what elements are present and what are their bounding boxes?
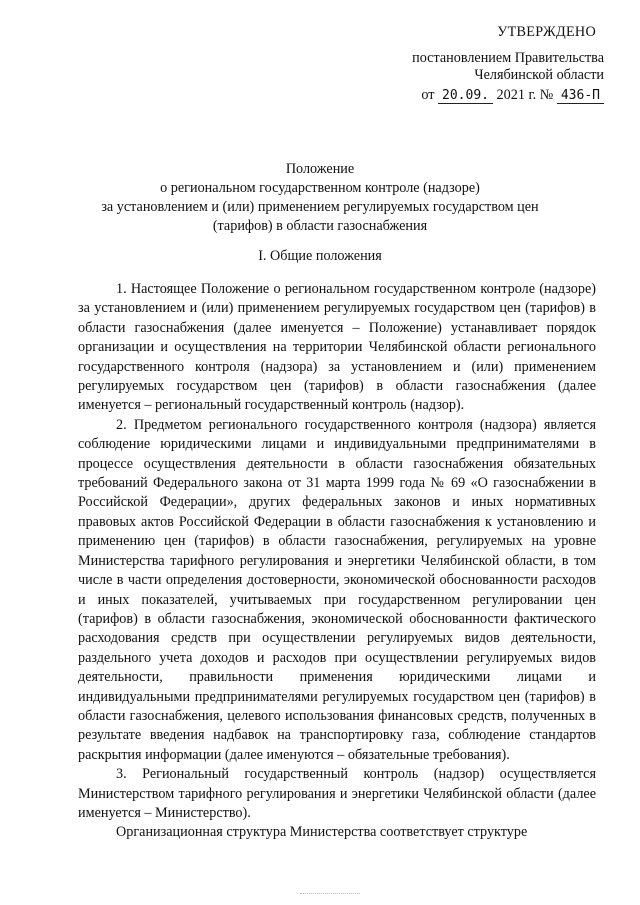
title-line-2: о региональном государственном контроле (надзоре) [160,180,480,196]
paragraph-3: 3. Региональный государственный контроль (надзор) осуществляется Министерством тарифного регулирования и энергетики Челябинской области (далее именуется – Министерство). [78,766,596,821]
date-prefix: от [421,86,435,103]
date-filled: 20.09. [438,89,493,104]
title-line-4: (тарифов) в области газоснабжения [212,218,428,234]
approval-line-1: постановлением Правительства [412,49,604,66]
paragraph-2: 2. Предметом регионального государственного контроля (надзора) является соблюдение юридическими лицами и индивидуальными предпринимателями в процессе осуществления деятельности в области газоснабжения обязательных требований Федерального закона от 31 марта 1999 года № 69 «О газоснабжении в Российской Федерации», других федеральных законов и иных нормативных правовых актов Российской Федерации в области газоснабжения к установлению и применению цен (тарифов) в области газоснабжения, регулируемых на уровне Министерства тарифного регулирования и энергетики Челябинской области, в том числе в части определения достоверности, экономической обоснованности расходов и иных показателей, учитываемых при государственном регулировании цен (тарифов) в области газоснабжения, экономической обоснованности фактического расходования средств при осуществлении регулируемых видов деятельности, раздельного учета доходов и расходов при осуществлении регулируемых видов деятельности, правильности применения юридическими лицами и индивидуальными предпринимателями регулируемых государством цен (тарифов) в области газоснабжения, целевого использования финансовых средств, полученных в результате введения надбавок на транспортировку газа, соблюдение стандартов раскрытия информации (далее именуются – обязательные требования). [78,416,596,763]
title-line-3: за установлением и (или) применением регулируемых государством цен [101,199,539,215]
approval-date-line [344,87,604,105]
document-body [78,280,596,843]
approved-heading: УТВЕРЖДЕНО [497,24,596,40]
document-title [40,160,600,236]
approval-stamp [344,24,604,104]
year-and-number-label: 2021 г. № [496,86,554,103]
title-line-1: Положение [285,161,355,177]
scan-artifact [300,893,360,897]
number-filled: 436-П [557,89,604,104]
paragraph-4: Организационная структура Министерства соответствует структуре [116,824,528,841]
approval-line-2: Челябинской области [474,67,604,83]
paragraph-1: 1. Настоящее Положение о региональном государственном контроле (надзоре) за установлением и (или) применением регулируемых государством цен (тарифов) в области газоснабжения (далее именуется – Положение) устанавливает порядок организации и осуществления на территории Челябинской области регионального государственного контроля (надзора) за установлением и (или) применением регулируемых государством цен (тарифов) в области газоснабжения (далее именуется – региональный государственный контроль (надзор). [78,281,596,414]
section-heading: I. Общие положения [258,248,382,264]
